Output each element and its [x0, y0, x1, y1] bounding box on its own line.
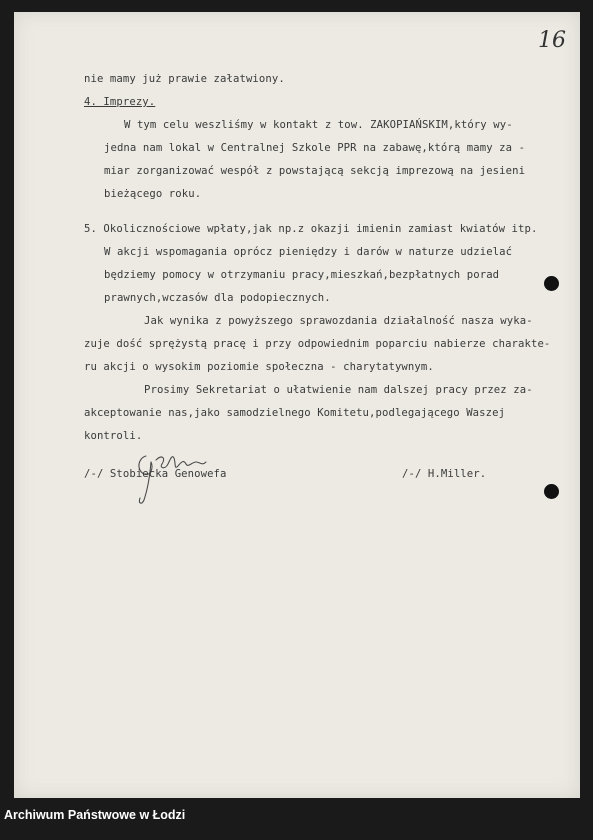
archive-footer: [0, 798, 593, 840]
text-line: prawnych,wczasów dla podopiecznych.: [104, 292, 331, 304]
text-line: miar zorganizować wespół z powstającą sekcją imprezową na jesieni: [104, 165, 526, 177]
text-line: kontroli.: [84, 430, 143, 442]
section-heading-payments: 5. Okolicznościowe wpłaty,jak np.z okazji imienin zamiast kwiatów itp.: [84, 223, 538, 235]
text-line: Prosimy Sekretariat o ułatwienie nam dalszej pracy przez za-: [144, 384, 533, 396]
signatory-left: /-/ Stobiecka Genowefa: [84, 468, 227, 480]
page-number: 16: [538, 28, 566, 53]
document-page: [14, 12, 580, 798]
signatory-right: /-/ H.Miller.: [402, 468, 487, 480]
text-line: Jak wynika z powyższego sprawozdania działalność nasza wyka-: [144, 315, 533, 327]
text-line: W akcji wspomagania oprócz pieniędzy i darów w naturze udzielać: [104, 246, 513, 258]
text-line: W tym celu weszliśmy w kontakt z tow. ZAKOPIAŃSKIM,który wy-: [124, 119, 513, 131]
archive-name: Archiwum Państwowe w Łodzi: [4, 808, 186, 822]
punch-hole: [544, 484, 559, 499]
section-heading-events: 4. Imprezy.: [84, 96, 156, 108]
text-line: nie mamy już prawie załatwiony.: [84, 73, 285, 85]
text-line: ru akcji o wysokim poziomie społeczna - charytatywnym.: [84, 361, 434, 373]
text-line: będziemy pomocy w otrzymaniu pracy,mieszkań,bezpłatnych porad: [104, 269, 500, 281]
text-line: jedna nam lokal w Centralnej Szkole PPR na zabawę,którą mamy za -: [104, 142, 526, 154]
text-line: akceptowanie nas,jako samodzielnego Komitetu,podlegającego Waszej: [84, 407, 506, 419]
punch-hole: [544, 276, 559, 291]
text-line: zuje dość sprężystą pracę i przy odpowiednim poparciu nabierze charakte-: [84, 338, 551, 350]
text-line: bieżącego roku.: [104, 188, 202, 200]
